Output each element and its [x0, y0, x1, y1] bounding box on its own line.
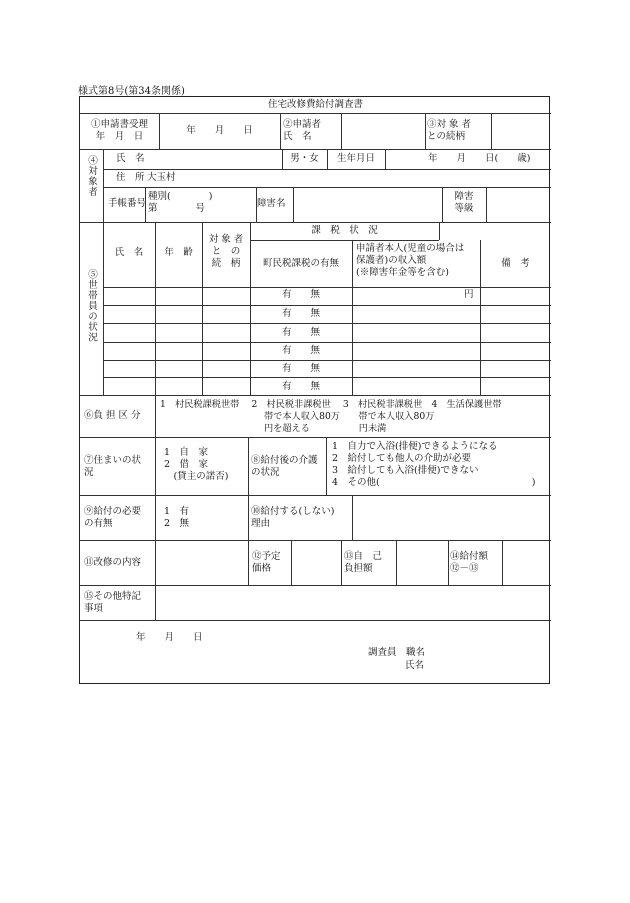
handbook-kind: 種別( ) 第 号 — [148, 191, 213, 214]
need-options: 1 有 2 無 — [164, 506, 190, 529]
birthdate-field: 年 月 日( 歳) — [428, 153, 531, 164]
rule — [439, 222, 440, 240]
tax-yes-no: 有 無 — [281, 363, 320, 374]
application-date-field: 年 月 日 — [186, 125, 253, 136]
tax-yes-no: 有 無 — [281, 308, 320, 319]
household-relation-header: 対 象 者 と の 続 柄 — [208, 234, 244, 269]
housing-label: ⑦住まいの状 況 — [84, 455, 142, 478]
form-title: 住宅改修費給付調査書 — [267, 99, 363, 110]
rule — [248, 437, 249, 585]
rule — [425, 113, 426, 149]
rule — [80, 495, 551, 496]
rule — [448, 540, 449, 585]
grade-label: 障害 等級 — [454, 191, 474, 214]
footer-date: 年 月 日 — [136, 632, 203, 643]
handbook-label: 手帳番号 — [108, 198, 147, 209]
rule — [293, 187, 294, 222]
renovation-label: ⑪改修の内容 — [84, 557, 142, 568]
rule — [291, 540, 292, 585]
disability-name-label: 障害名 — [257, 198, 286, 209]
application-date-label: ①申請書受理 年 月 日 — [90, 119, 148, 142]
tax-yes-no: 有 無 — [281, 289, 320, 300]
rule — [103, 149, 104, 395]
income-yen: 円 — [464, 289, 474, 300]
rule — [352, 240, 353, 395]
housing-options: 1 自 家 2 借 家 (貸主の諾否) — [164, 447, 229, 482]
relation-label: ③対 象 者 との続柄 — [427, 119, 472, 142]
rule — [155, 395, 156, 437]
rule — [103, 305, 551, 306]
rule — [491, 113, 492, 149]
applicant-name-label: ②申請者 氏 名 — [283, 119, 322, 142]
survey-form — [79, 96, 550, 684]
rule — [103, 323, 551, 324]
reason-label: ⑩給付する(しない) 理由 — [251, 506, 335, 529]
rule — [341, 113, 342, 149]
subject-name-label: 氏 名 — [116, 153, 145, 164]
rule — [103, 377, 551, 378]
rule — [80, 540, 551, 541]
rule — [103, 342, 551, 343]
rule — [326, 437, 327, 495]
care-label: ⑧給付後の介護 の状況 — [251, 455, 318, 478]
sex-field: 男・女 — [290, 153, 319, 164]
tax-yes-no: 有 無 — [281, 345, 320, 356]
tax-col-header: 町民税課税の有無 — [262, 258, 339, 269]
rule — [103, 360, 551, 361]
subject-label: ④対象者 — [86, 155, 97, 197]
rule — [250, 240, 439, 241]
rule — [80, 222, 551, 223]
rule — [80, 113, 551, 114]
rule — [80, 437, 551, 438]
rule — [396, 540, 397, 585]
rule — [502, 540, 503, 585]
rule — [103, 287, 551, 288]
address-value: 大玉村 — [147, 172, 176, 183]
address-label: 住 所 — [116, 172, 145, 183]
rule — [280, 113, 281, 149]
rule — [80, 395, 551, 396]
other-label: ⑮その他特記 事項 — [84, 591, 142, 614]
tax-status-header: 課 税 状 況 — [311, 225, 378, 236]
household-age-header: 年 齢 — [164, 247, 193, 258]
tax-yes-no: 有 無 — [281, 327, 320, 338]
rule — [352, 495, 353, 540]
birthdate-label: 生年月日 — [336, 153, 375, 164]
rule — [155, 437, 156, 620]
household-name-header: 氏 名 — [114, 247, 144, 258]
rule — [385, 149, 386, 169]
rule — [103, 187, 551, 188]
planned-price-label: ⑫予定 価格 — [252, 551, 281, 574]
care-options: 1 自力で入浴(排便)できるようになる 2 給付しても他人の介助が必要 3 給付しても入浴(排便)できない 4 その他( ) — [332, 441, 536, 488]
tax-yes-no: 有 無 — [281, 381, 320, 392]
benefit-label: ⑭給付額 ⑫－⑬ — [450, 551, 489, 574]
burden-options: 1 村民税課税世帯 2 村民税非課税世 3 村民税非課税世 4 生活保護世帯 帯で本人収入80万 帯で本人収入80万 円を超える 円未満 — [160, 399, 502, 434]
burden-label: ⑥負 担 区 分 — [84, 410, 141, 421]
rule — [80, 585, 551, 586]
household-label: ⑤世帯員の状況 — [86, 269, 97, 343]
investigator-title: 調査員 職名 — [368, 647, 426, 658]
need-label: ⑨給付の必要 の有無 — [84, 506, 142, 529]
investigator-name: 氏名 — [405, 660, 425, 671]
self-pay-label: ⑬自 己 負担額 — [344, 551, 383, 574]
rule — [80, 620, 551, 621]
rule — [341, 540, 342, 585]
rule — [486, 187, 487, 222]
rule — [103, 169, 551, 170]
form-number: 様式第8号(第34条関係) — [78, 86, 185, 97]
remarks-header: 備 考 — [501, 258, 530, 269]
income-col-header: 申請者本人(児童の場合は 保護者)の収入額 (※障害年金等を含む) — [356, 243, 465, 278]
rule — [80, 149, 551, 150]
